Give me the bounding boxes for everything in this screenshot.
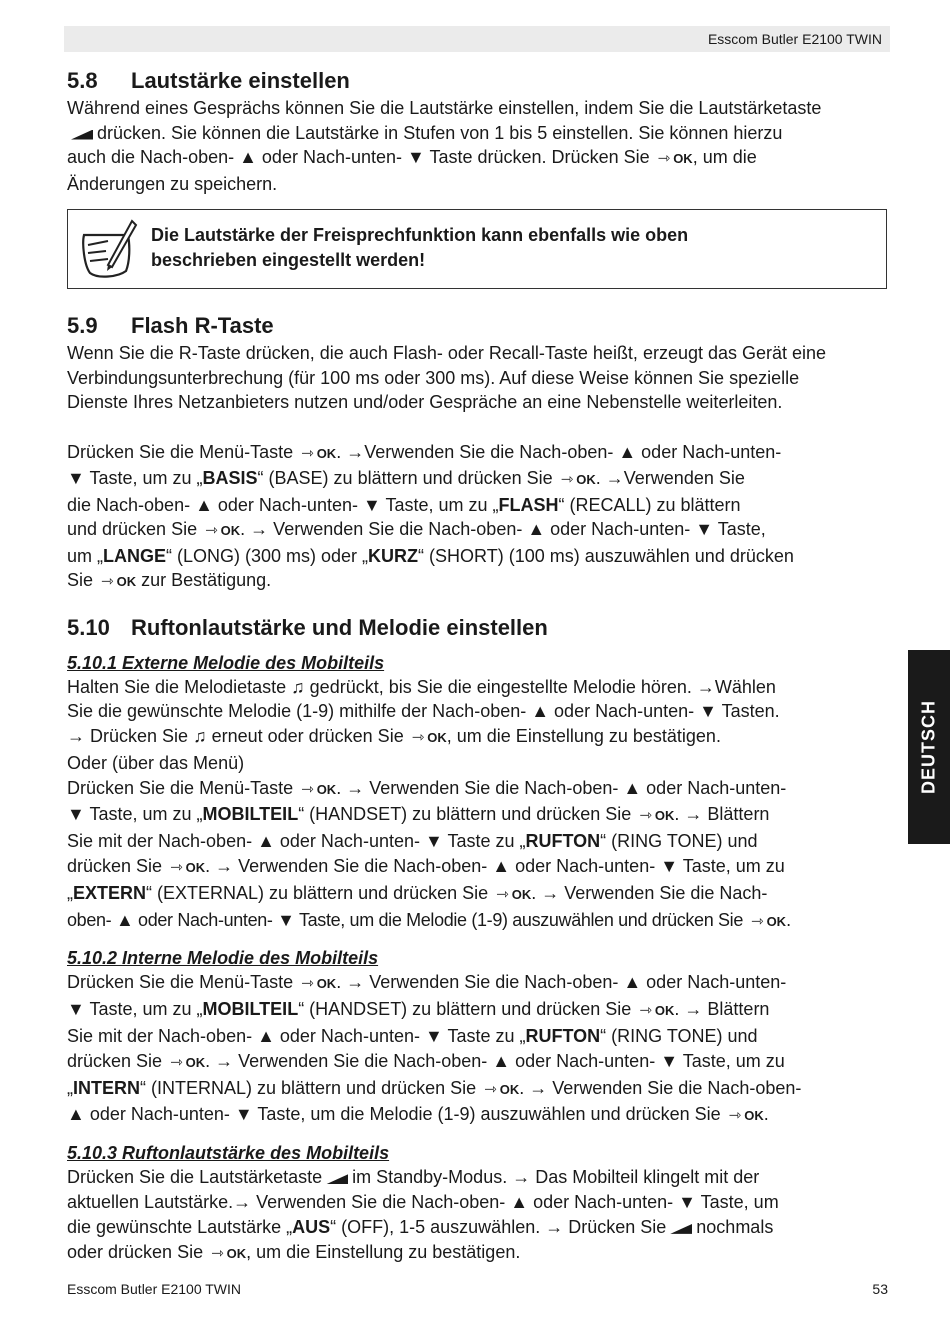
footer-title: Esscom Butler E2100 TWIN	[67, 1281, 242, 1297]
ok-arrow-icon: ⇾	[205, 522, 218, 539]
subsection-heading-5-10-3: 5.10.3 Ruftonlautstärke des Mobilteils	[67, 1143, 390, 1164]
ok-arrow-icon: ⇾	[301, 975, 314, 993]
ok-arrow-icon: ⇾	[301, 444, 314, 462]
subsection-heading-5-10-1: 5.10.1 Externe Melodie des Mobilteils	[67, 652, 385, 673]
ok-arrow-icon: ⇾	[411, 729, 425, 747]
ok-arrow-icon: ⇾	[728, 1107, 742, 1125]
ok-arrow-icon: ⇾	[101, 573, 114, 590]
ok-arrow-icon: ⇾	[750, 912, 764, 930]
paragraph: Drücken Sie die Menü-Taste ⇾ OK. →Verwenden Sie die Nach-oben- ▲ oder Nach-unten- ▼ Taste, um zu „BASIS“ (BASE) zu blättern und drücken Sie ⇾ OK. →Verwenden Sie die Nach-oben- ▲ oder Nach-unten- ▼ Taste, um zu „FLASH“ (RECALL) zu blättern und drücken Sie ⇾ OK. → Verwenden Sie die Nach-oben- ▲ oder Nach-unten- ▼ Taste, um „LANGE“ (LONG) (300 ms) oder „KURZ“ (SHORT) (100 ms) auszuwählen und drücken Sie ⇾ OK zur Bestätigung.	[67, 440, 890, 595]
paragraph: Halten Sie die Melodietaste ♫ gedrückt, bis Sie die eingestellte Melodie hören. →Wählen Sie die gewünschte Melodie (1-9) mithilfe der Nach-oben- ▲ oder Nach-unten- ▼ Tasten. → Drücken Sie ♫ erneut oder drücken Sie ⇾ OK, um die Einstellung zu bestätigen. Oder (über das Menü) Drücken Sie die Menü-Taste ⇾ OK. → Verwenden Sie die Nach-oben- ▲ oder Nach-unten- ▼ Taste, um zu „MOBILTEIL“ (HANDSET) zu blättern und drücken Sie ⇾ OK. → Blättern Sie mit der Nach-oben- ▲ oder Nach-unten- ▼ Taste zu „RUFTON“ (RING TONE) und drücken Sie ⇾ OK. → Verwenden Sie die Nach-oben- ▲ oder Nach-unten- ▼ Taste, um zu „EXTERN“ (EXTERNAL) zu blättern und drücken Sie ⇾ OK. → Verwenden Sie die Nach- oben- ▲ oder Nach-unten- ▼ Taste, um die Melodie (1-9) auszuwählen und drücken Sie ⇾ OK.	[67, 675, 890, 935]
paragraph: Drücken Sie die Lautstärketaste im Standby-Modus. → Das Mobilteil klingelt mit der aktuellen Lautstärke.→ Verwenden Sie die Nach-oben- ▲ oder Nach-unten- ▼ Taste, um die gewünschte Lautstärke „AUS“ (OFF), 1-5 auszuwählen. → Drücken Sie nochmals oder drücken Sie ⇾ OK, um die Einstellung zu bestätigen.	[67, 1165, 890, 1266]
volume-wedge-icon	[326, 1174, 348, 1184]
ok-arrow-icon: ⇾	[639, 807, 652, 825]
ok-arrow-icon: ⇾	[211, 1244, 224, 1262]
paragraph: Drücken Sie die Menü-Taste ⇾ OK. → Verwenden Sie die Nach-oben- ▲ oder Nach-unten- ▼ Taste, um zu „MOBILTEIL“ (HANDSET) zu blättern und drücken Sie ⇾ OK. → Blättern Sie mit der Nach-oben- ▲ oder Nach-unten- ▼ Taste zu „RUFTON“ (RING TONE) und drücken Sie ⇾ OK. → Verwenden Sie die Nach-oben- ▲ oder Nach-unten- ▼ Taste, um zu „INTERN“ (INTERNAL) zu blättern und drücken Sie ⇾ OK. → Verwenden Sie die Nach-oben- ▲ oder Nach-unten- ▼ Taste, um die Melodie (1-9) auszuwählen und drücken Sie ⇾ OK.	[67, 970, 890, 1129]
paragraph: Wenn Sie die R-Taste drücken, die auch Flash- oder Recall-Taste heißt, erzeugt das Gerät eine Verbindungsunterbrechung (für 100 ms oder 300 ms). Auf diese Weise können Sie spezielle Dienste Ihres Netzanbieters nutzen und/oder Gespräche an eine Nebenstelle weiterleiten.	[67, 343, 827, 412]
volume-wedge-icon	[71, 130, 93, 140]
ok-arrow-icon: ⇾	[301, 780, 314, 798]
ok-arrow-icon: ⇾	[170, 859, 183, 877]
page-content	[67, 66, 890, 1266]
note-text: Die Lautstärke der Freisprechfunktion kann ebenfalls wie oben beschrieben eingestellt werden!	[151, 225, 689, 270]
section-heading-5-8: 5.8 Lautstärke einstellen	[67, 68, 350, 93]
music-note-icon: ♫	[291, 676, 305, 697]
ok-arrow-icon: ⇾	[496, 885, 509, 903]
ok-arrow-icon: ⇾	[657, 150, 671, 167]
header-title: Esscom Butler E2100 TWIN	[707, 31, 882, 47]
music-note-icon: ♫	[193, 726, 207, 747]
note-box	[67, 209, 887, 289]
page-header	[64, 26, 890, 52]
ok-arrow-icon: ⇾	[560, 471, 574, 488]
ok-arrow-icon: ⇾	[639, 1002, 652, 1020]
section-heading-5-9: 5.9 Flash R-Taste	[67, 313, 274, 338]
notepad-pencil-icon	[78, 215, 140, 283]
section-heading-5-10: 5.10 Ruftonlautstärke und Melodie einstellen	[67, 614, 548, 640]
paragraph: Während eines Gesprächs können Sie die Lautstärke einstellen, indem Sie die Lautstärketaste drücken. Sie können die Lautstärke in Stufen von 1 bis 5 einstellen. Sie können hierzu auch die Nach-oben- ▲ oder Nach-unten- ▼ Taste drücken. Drücken Sie ⇾ OK, um die Änderungen zu speichern.	[67, 98, 822, 194]
ok-arrow-icon: ⇾	[484, 1080, 497, 1098]
volume-wedge-icon	[670, 1224, 692, 1234]
language-tab: DEUTSCH	[908, 650, 950, 844]
subsection-heading-5-10-2: 5.10.2 Interne Melodie des Mobilteils	[67, 948, 379, 969]
ok-arrow-icon: ⇾	[170, 1053, 183, 1071]
page-number: 53	[872, 1281, 888, 1297]
